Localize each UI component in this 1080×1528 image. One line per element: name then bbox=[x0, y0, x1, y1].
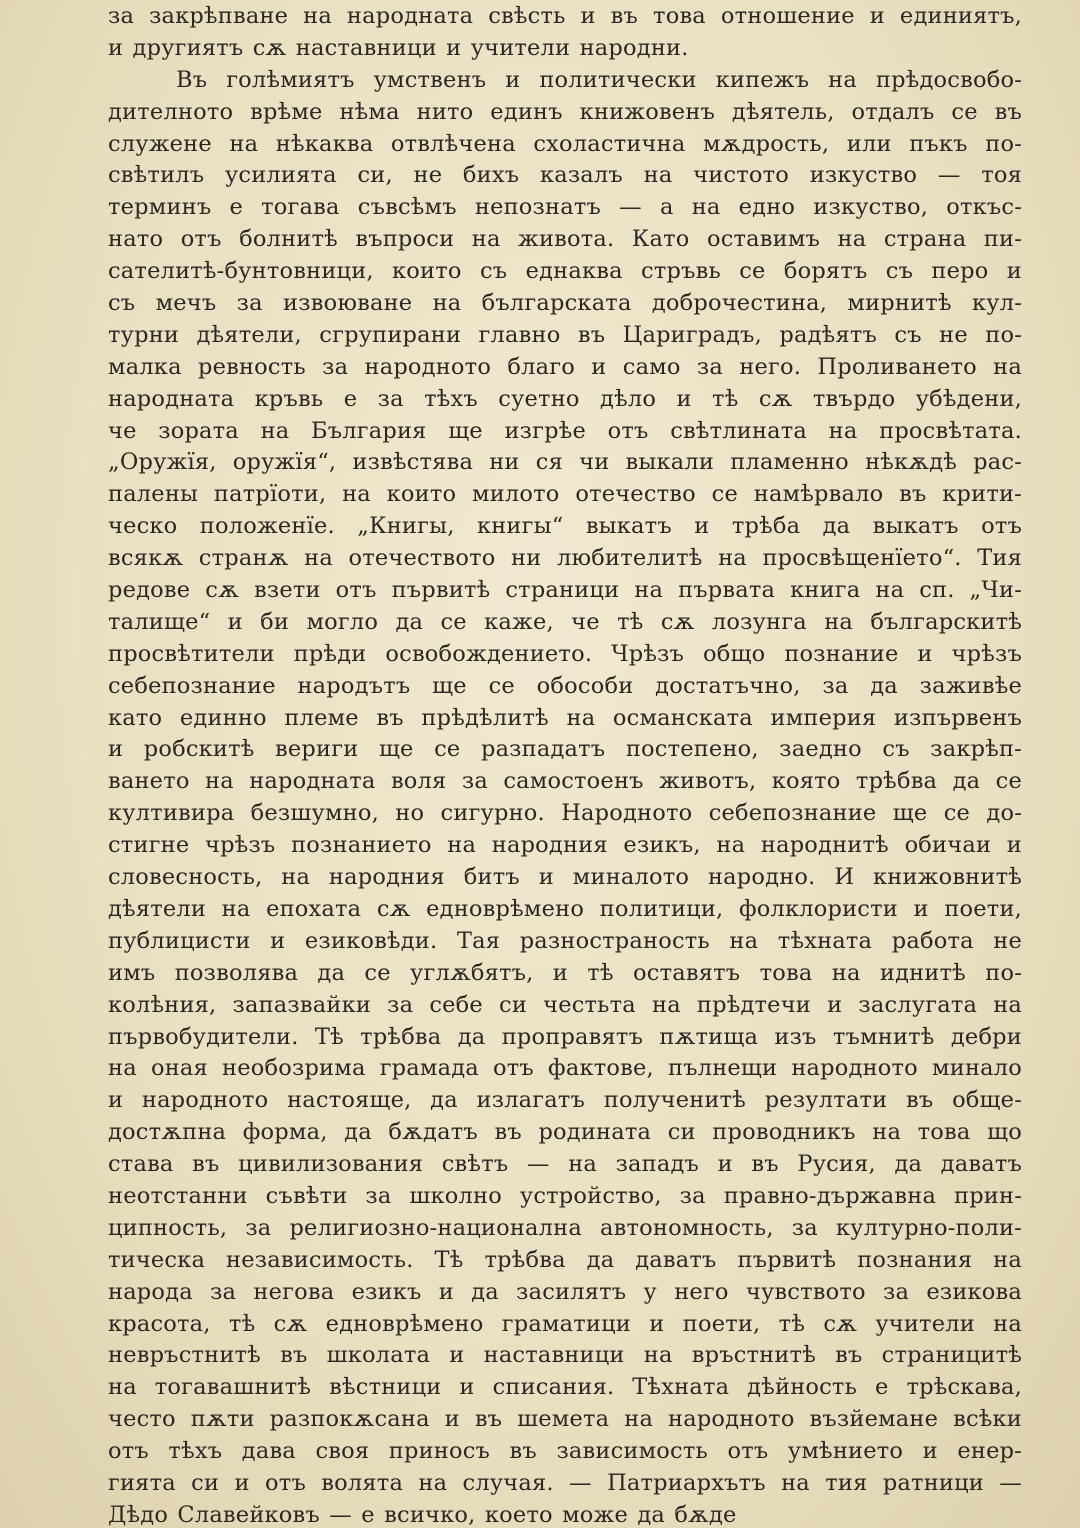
text-line: имъ позволява да се углѫбятъ, и тѣ оставятъ това на иднитѣ по- bbox=[108, 959, 1022, 986]
text-line: ческо положенїе. „Книгы, книгы“ выкатъ и трѣба да выкатъ отъ bbox=[108, 513, 1022, 540]
text-line: стигне чрѣзъ познанието на народния езикъ, на народнитѣ обичаи и bbox=[108, 832, 1022, 859]
text-line: народната кръвь е за тѣхъ суетно дѣло и тѣ сѫ твърдо убѣдени, bbox=[108, 385, 1022, 412]
text-line: често пѫти разпокѫсана и въ шемета на народното възйемане всѣки bbox=[108, 1406, 1022, 1433]
text-line: неотстанни съвѣти за школно устройство, за правно-държавна прин- bbox=[108, 1182, 1022, 1209]
text-line: нато отъ болнитѣ въпроси на живота. Като оставимъ на страна пи- bbox=[108, 226, 1022, 253]
text-line: дѣятели на епохата сѫ едноврѣмено политици, фолклористи и поети, bbox=[108, 895, 1022, 922]
text-line: отъ тѣхъ дава своя приносъ въ зависимость отъ умѣнието и енер- bbox=[108, 1438, 1022, 1465]
text-line: невръстнитѣ въ школата и наставници на връстнитѣ въ страницитѣ bbox=[108, 1342, 1022, 1369]
text-line: първобудители. Тѣ трѣбва да проправятъ пѫтища изъ тъмнитѣ дебри bbox=[108, 1023, 1022, 1050]
text-line: достѫпна форма, да бѫдатъ въ родината си проводникъ на това що bbox=[108, 1119, 1022, 1146]
text-line: талище“ и би могло да се каже, че тѣ сѫ лозунга на българскитѣ bbox=[108, 608, 1022, 635]
text-line: всякѫ странѫ на отечеството ни любителитѣ на просвѣщенїето“. Тия bbox=[108, 545, 1022, 572]
text-line: Въ голѣмиятъ умственъ и политически кипежъ на прѣдосвобо- bbox=[176, 66, 1022, 93]
text-line: Дѣдо Славейковъ — е всичко, което може да бѫде bbox=[108, 1501, 737, 1528]
text-line: терминъ е тогава съвсѣмъ непознатъ — а на едно изкуство, откъс- bbox=[108, 194, 1022, 221]
text-line: и робскитѣ вериги ще се разпадатъ постепено, заедно съ закрѣп- bbox=[108, 736, 1022, 763]
text-line: култивира безшумно, но сигурно. Народното себепознание ще се до- bbox=[108, 800, 1022, 827]
text-line: става въ цивилизования свѣтъ — на западъ и въ Русия, да даватъ bbox=[108, 1151, 1022, 1178]
text-line: дителното врѣме нѣма нито единъ книжовенъ дѣятель, отдалъ се въ bbox=[108, 98, 1022, 125]
text-line: красота, тѣ сѫ едноврѣмено граматици и поети, тѣ сѫ учители на bbox=[108, 1310, 1022, 1337]
text-line: на оная необозрима грамада отъ фактове, пълнещи народното минало bbox=[108, 1055, 1022, 1082]
text-line: колѣния, запазвайки за себе си честьта на прѣдтечи и заслугата на bbox=[108, 991, 1022, 1018]
text-line: турни дѣятели, сгрупирани главно въ Цариградъ, радѣятъ съ не по- bbox=[108, 321, 1022, 348]
text-line: себепознание народътъ ще се обособи достатъчно, за да заживѣе bbox=[108, 672, 1022, 699]
text-line: че зората на България ще изгрѣе отъ свѣтлината на просвѣтата. bbox=[108, 417, 1022, 444]
text-line: ципность, за религиозно-национална автономность, за културно-поли- bbox=[108, 1214, 1022, 1241]
body-text bbox=[108, 0, 1022, 1528]
text-line: за закрѣпване на народната свѣсть и въ това отношение и единиятъ, bbox=[108, 3, 1022, 29]
text-line: съ мечъ за извоюване на българската доброчестина, мирнитѣ кул- bbox=[108, 290, 1022, 317]
text-line: редове сѫ взети отъ първитѣ страници на първата книга на сп. „Чи- bbox=[108, 577, 1022, 604]
text-line: палены патрїоти, на които милото отечество се намѣрвало въ крити- bbox=[108, 481, 1022, 508]
text-line: служене на нѣкаква отвлѣчена схоластична мѫдрость, или пъкъ по- bbox=[108, 130, 1022, 157]
text-line: тическа независимость. Тѣ трѣбва да даватъ първитѣ познания на bbox=[108, 1246, 1022, 1273]
text-line: гията си и отъ волята на случая. — Патриархътъ на тия ратници — bbox=[108, 1469, 1022, 1496]
text-line: просвѣтители прѣди освобождението. Чрѣзъ общо познание и чрѣзъ bbox=[108, 640, 1022, 667]
text-line: малка ревность за народното благо и само за него. Проливането на bbox=[108, 353, 1022, 380]
text-line: публицисти и езиковѣди. Тая разностраность на тѣхната работа не bbox=[108, 927, 1022, 954]
text-line: словесность, на народния битъ и миналото народно. И книжовнитѣ bbox=[108, 864, 1022, 891]
text-line: „Оружїя, оружїя“, извѣстява ни ся чи выкали пламенно нѣкѫдѣ рас- bbox=[108, 449, 1022, 476]
text-line: и народното настояще, да излагатъ полученитѣ резултати въ обще- bbox=[108, 1087, 1022, 1114]
text-line: на тогавашнитѣ вѣстници и списания. Тѣхната дѣйность е трѣскава, bbox=[108, 1374, 1022, 1401]
text-line: свѣтилъ усилията си, не бихъ казалъ на чистото изкуство — тоя bbox=[108, 162, 1022, 189]
text-line: сателитѣ-бунтовници, които съ еднаква стръвь се борятъ съ перо и bbox=[108, 258, 1022, 285]
text-line: и другиятъ сѫ наставници и учители народни. bbox=[108, 34, 689, 61]
text-line: като единно племе въ прѣдѣлитѣ на османската империя изпървенъ bbox=[108, 704, 1022, 731]
text-line: народа за негова езикъ и да засилятъ у него чувството за езикова bbox=[108, 1278, 1022, 1305]
text-line: ването на народната воля за самостоенъ животъ, която трѣбва да се bbox=[108, 768, 1022, 795]
